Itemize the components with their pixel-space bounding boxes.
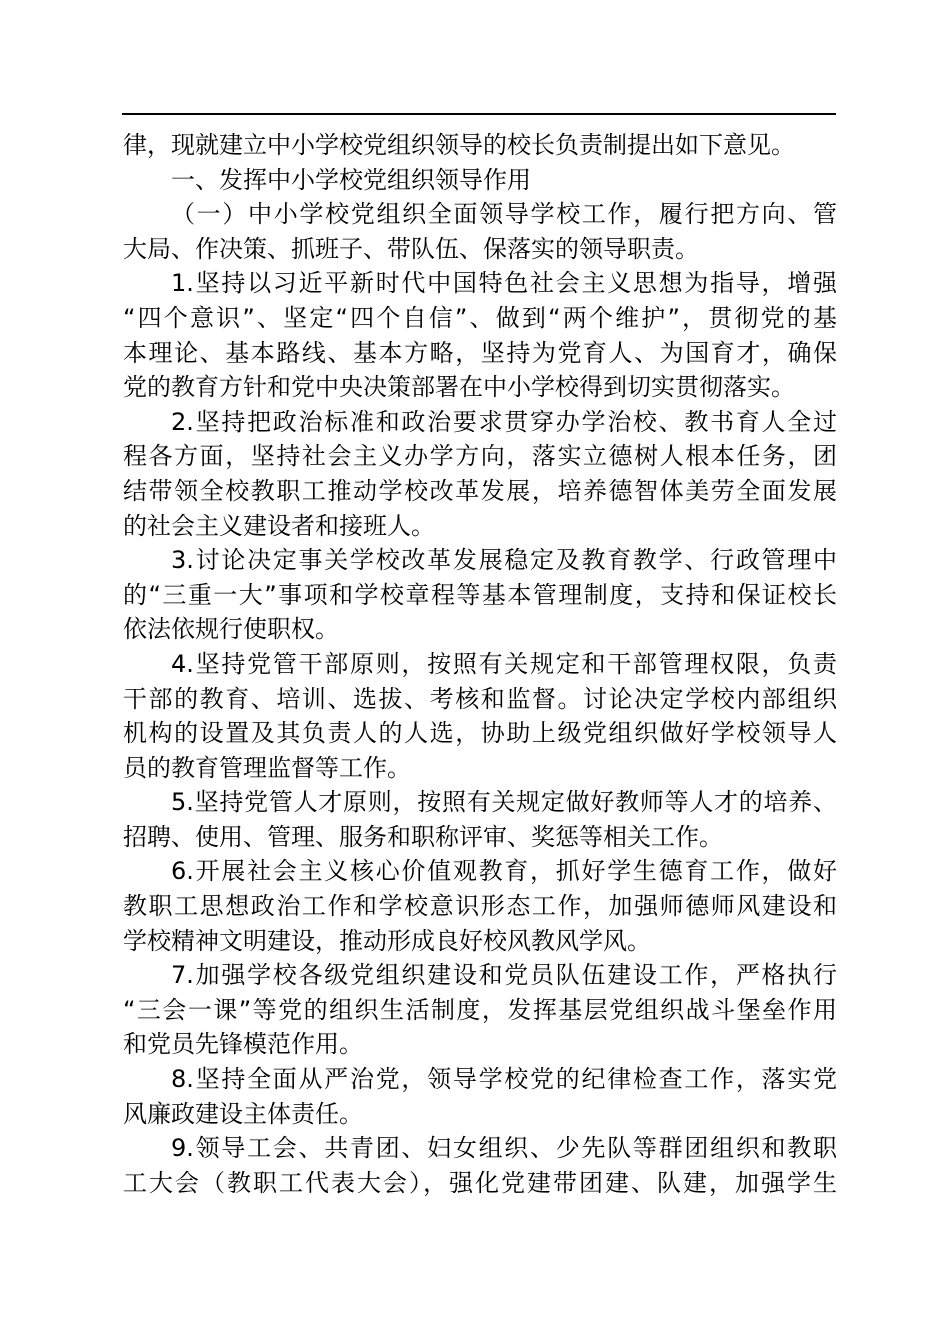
text-line: 机构的设置及其负责人的人选，协助上级党组织做好学校领导人 [123,719,837,748]
text-line: 党的教育方针和党中央决策部署在中小学校得到切实贯彻落实。 [123,373,795,402]
text-line: 一、发挥中小学校党组织领导作用 [171,165,531,194]
text-line: “三会一课”等党的组织生活制度，发挥基层党组织战斗堡垒作用 [123,995,837,1024]
text-line: 结带领全校教职工推动学校改革发展，培养德智体美劳全面发展 [123,476,837,505]
text-line: 律，现就建立中小学校党组织领导的校长负责制提出如下意见。 [123,131,795,159]
text-line: “四个意识”、坚定“四个自信”、做到“两个维护”，贯彻党的基 [123,303,837,332]
text-line: 大局、作决策、抓班子、带队伍、保落实的领导职责。 [123,234,699,263]
text-line: 学校精神文明建设，推动形成良好校风教风学风。 [123,926,651,955]
text-line: 1.坚持以习近平新时代中国特色社会主义思想为指导，增强 [171,269,837,298]
text-line: 工大会（教职工代表大会），强化党建带团建、队建，加强学生 [123,1168,837,1197]
text-line: 5.坚持党管人才原则，按照有关规定做好教师等人才的培养、 [171,788,837,817]
text-line: （一）中小学校党组织全面领导学校工作，履行把方向、管 [171,200,837,229]
text-line: 本理论、基本路线、基本方略，坚持为党育人、为国育才，确保 [123,338,837,367]
text-line: 7.加强学校各级党组织建设和党员队伍建设工作，严格执行 [171,961,837,990]
text-line: 依法依规行使职权。 [123,615,339,644]
text-line: 的社会主义建设者和接班人。 [123,511,435,540]
text-line: 6.开展社会主义核心价值观教育，抓好学生德育工作，做好 [171,857,837,886]
text-line: 3.讨论决定事关学校改革发展稳定及教育教学、行政管理中 [171,546,837,575]
text-line: 8.坚持全面从严治党，领导学校党的纪律检查工作，落实党 [171,1065,837,1094]
text-line: 招聘、使用、管理、服务和职称评审、奖惩等相关工作。 [123,822,723,851]
text-line: 程各方面，坚持社会主义办学方向，落实立德树人根本任务，团 [123,442,837,471]
document-body [123,128,837,1200]
text-line: 2.坚持把政治标准和政治要求贯穿办学治校、教书育人全过 [171,407,837,436]
text-line: 教职工思想政治工作和学校意识形态工作，加强师德师风建设和 [123,892,837,921]
text-line: 干部的教育、培训、选拔、考核和监督。讨论决定学校内部组织 [123,684,837,713]
text-line: 风廉政建设主体责任。 [123,1099,363,1128]
text-line: 员的教育管理监督等工作。 [123,753,411,782]
header-rule [122,113,836,115]
text-line: 的“三重一大”事项和学校章程等基本管理制度，支持和保证校长 [123,580,837,609]
text-line: 9.领导工会、共青团、妇女组织、少先队等群团组织和教职 [171,1134,837,1163]
text-line: 4.坚持党管干部原则，按照有关规定和干部管理权限，负责 [171,649,837,678]
text-line: 和党员先锋模范作用。 [123,1030,363,1059]
